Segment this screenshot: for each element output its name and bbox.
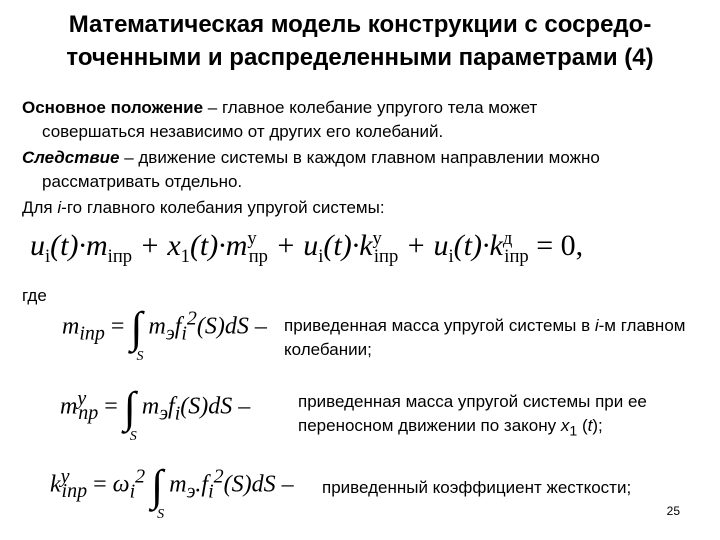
ith-index: i — [57, 198, 62, 217]
desc2-t: t — [587, 416, 593, 435]
desc2-text-a: приведенная масса упругой системы при ее переносном движении по закону — [298, 392, 647, 435]
where-label: где — [22, 286, 47, 305]
ith-text: -го главного колебания упругой системы: — [61, 198, 385, 217]
main-principle-continuation: совершаться независимо от других его колебаний. — [42, 122, 444, 141]
term-main-principle: Основное положение — [22, 98, 204, 117]
paragraph-ith-oscillation — [22, 196, 712, 220]
desc2-paren: ( — [577, 416, 588, 435]
ith-prefix: Для — [22, 198, 58, 217]
main-principle-text: – главное колебание упругого тела может — [203, 98, 538, 117]
desc-stiffness: приведенный коэффициент жесткости; — [322, 478, 632, 497]
corollary-continuation: рассматривать отдельно. — [42, 172, 243, 191]
page-number: 25 — [666, 504, 680, 518]
main-equation: $u_i(t)\cdot m_{iпр} + x_1(t)\cdot m^у_{пр} + u_i(t)\cdot k^у_{iпр} + u_i(t)\cdot k^д_{iпр} = 0$, — [30, 228, 584, 267]
desc1-text-a: приведенная масса упругой системы в — [284, 316, 595, 335]
desc1-index: i — [594, 316, 599, 335]
formula-stiffness: $k^у_{iпр} = \omega_i^2$ ∫ S $m_э.f_i^2(S)dS$ – — [50, 461, 294, 522]
term-corollary: Следствие — [22, 148, 120, 167]
desc2-end: ); — [592, 416, 603, 435]
paragraph-corollary — [22, 146, 712, 194]
desc1-text-b: -м главном колебании; — [284, 316, 686, 359]
desc2-x: x — [560, 416, 570, 435]
formula-transport-mass: $m^у_{пр}$ = ∫ S $m_эf_i(S)dS$ – — [60, 383, 251, 444]
corollary-text: – движение системы в каждом главном направлении можно — [119, 148, 600, 167]
desc-transport-mass — [298, 390, 714, 443]
desc-reduced-mass — [284, 314, 704, 362]
paragraph-main-principle — [22, 96, 712, 144]
formula-reduced-mass: $m_{iпр}$ = ∫ S $m_эf_i^2(S)dS$ – — [62, 303, 267, 364]
slide-title: Математическая модель конструкции с сосредо-точенными и распределенными параметрами (4) — [66, 11, 654, 71]
desc2-sub: 1 — [569, 423, 578, 440]
